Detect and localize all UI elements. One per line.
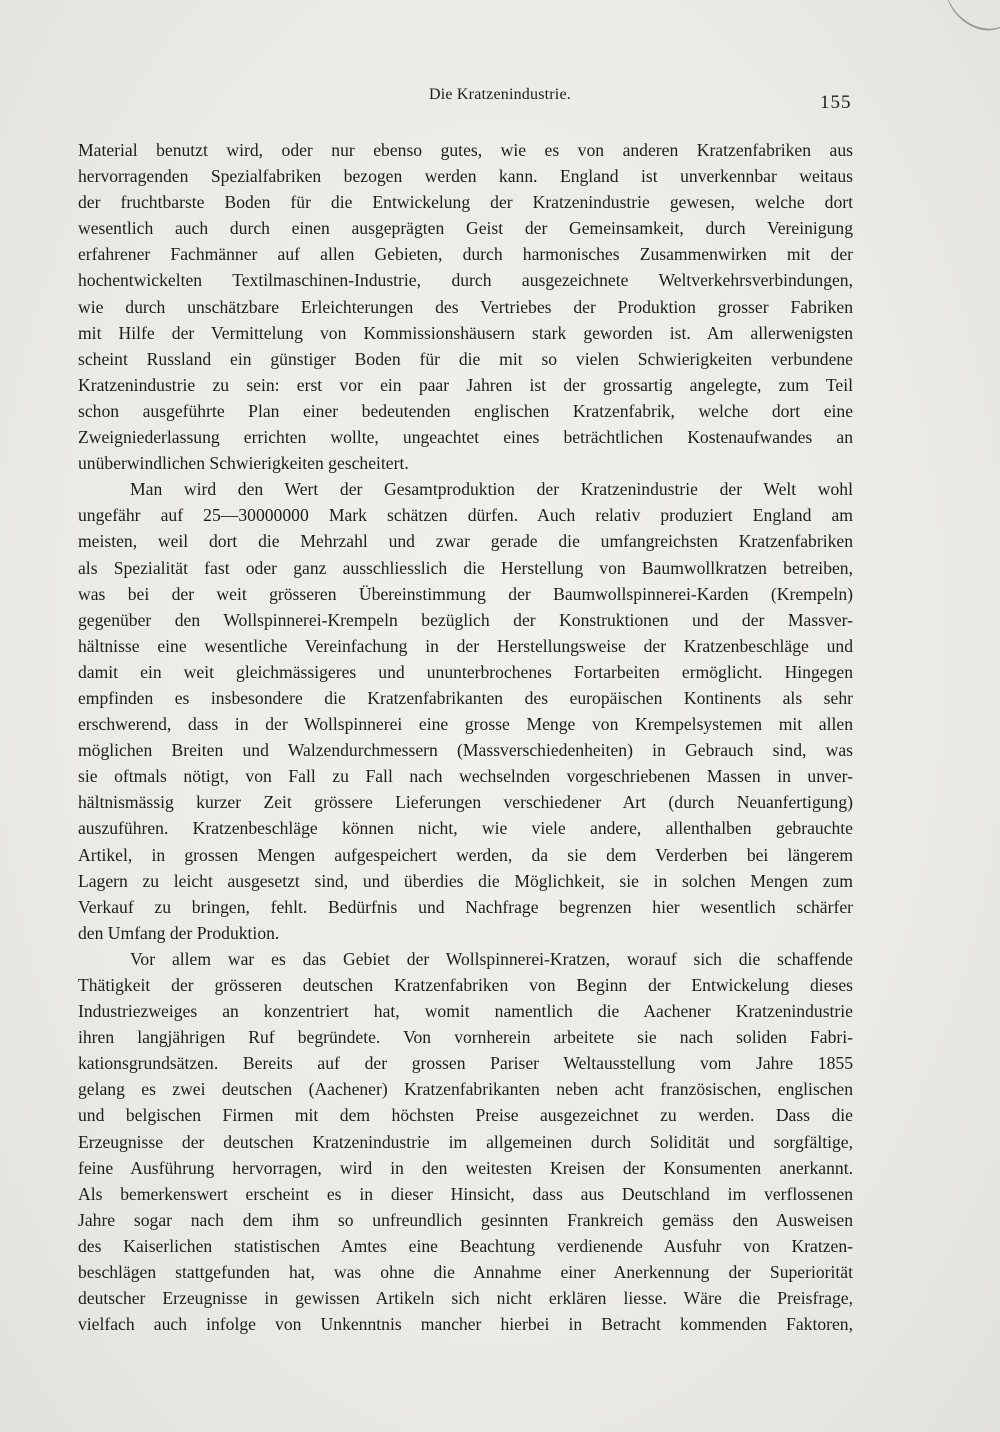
text-line: Vor allem war es das Gebiet der Wollspinnerei-Kratzen, worauf sich die schaffende bbox=[130, 948, 853, 969]
text-line: feine Ausführung hervorragen, wird in den weitesten Kreisen der Konsumenten anerkannt. bbox=[78, 1157, 853, 1178]
text-line: schon ausgeführte Plan einer bedeutenden englischen Kratzenfabrik, welche dort eine bbox=[78, 400, 853, 421]
text-line: hervorragenden Spezialfabriken bezogen werden kann. England ist unverkennbar weitaus bbox=[78, 166, 853, 187]
page-number: 155 bbox=[820, 92, 852, 113]
text-line: des Kaiserlichen statistischen Amtes eine Beachtung verdienende Ausfuhr von Kratzen- bbox=[78, 1235, 853, 1256]
text-line: damit ein weit gleichmässigeres und ununterbrochenes Fortarbeiten ermöglicht. Hingegen bbox=[78, 661, 853, 682]
text-line: scheint Russland ein günstiger Boden für die mit so vielen Schwierigkeiten verbundene bbox=[78, 348, 853, 369]
text-line: Artikel, in grossen Mengen aufgespeichert werden, da sie dem Verderben bei längerem bbox=[78, 844, 853, 865]
text-line: auszuführen. Kratzenbeschläge können nicht, wie viele andere, allenthalben gebrauchte bbox=[78, 818, 853, 839]
text-line: als Spezialität fast oder ganz ausschliesslich die Herstellung von Baumwollkratzen betreiben, bbox=[78, 557, 853, 578]
text-line: der fruchtbarste Boden für die Entwickelung der Kratzenindustrie gewesen, welche dort bbox=[78, 192, 853, 213]
text-line: Man wird den Wert der Gesamtproduktion der Kratzenindustrie der Welt wohl bbox=[130, 479, 853, 500]
text-line: erfahrener Fachmänner auf allen Gebieten, durch harmonisches Zusammenwirken mit der bbox=[78, 244, 853, 265]
text-line: vielfach auch infolge von Unkenntnis mancher hierbei in Betracht kommenden Faktoren, bbox=[78, 1314, 853, 1335]
text-line: ihren langjährigen Ruf begründete. Von vornherein arbeitete sie nach soliden Fabri- bbox=[78, 1027, 853, 1048]
text-line: hältnismässig kurzer Zeit grössere Lieferungen verschiedener Art (durch Neuanfertigung) bbox=[78, 792, 853, 813]
text-line: Verkauf zu bringen, fehlt. Bedürfnis und Nachfrage begrenzen hier wesentlich schärfer bbox=[78, 896, 853, 917]
text-line: sie oftmals nötigt, von Fall zu Fall nach wechselnden vorgeschriebenen Massen in unver- bbox=[78, 766, 853, 787]
body-text bbox=[78, 137, 853, 1337]
text-line: Erzeugnisse der deutschen Kratzenindustrie im allgemeinen durch Solidität und sorgfältige, bbox=[78, 1131, 853, 1152]
text-line: unüberwindlichen Schwierigkeiten gescheitert. bbox=[78, 453, 409, 474]
text-line: gelang es zwei deutschen (Aachener) Kratzenfabrikanten neben acht französischen, englischen bbox=[78, 1079, 853, 1100]
text-line: Material benutzt wird, oder nur ebenso gutes, wie es von anderen Kratzenfabriken aus bbox=[78, 140, 853, 160]
text-line: Industriezweiges an konzentriert hat, womit namentlich die Aachener Kratzenindustrie bbox=[78, 1001, 853, 1022]
text-line: hältnisse eine wesentliche Vereinfachung in der Herstellungsweise der Kratzenbeschläge und bbox=[78, 635, 853, 656]
text-line: hochentwickelten Textilmaschinen-Industrie, durch ausgezeichnete Weltverkehrsverbindungen, bbox=[78, 270, 853, 291]
text-line: Kratzenindustrie zu sein: erst vor ein paar Jahren ist der grossartig angelegte, zum Teil bbox=[78, 374, 853, 395]
text-line: ungefähr auf 25—30000000 Mark schätzen dürfen. Auch relativ produziert England am bbox=[78, 505, 853, 526]
text-line: beschlägen stattgefunden hat, was ohne die Annahme einer Anerkennung der Superiorität bbox=[78, 1262, 853, 1283]
text-line: gegenüber den Wollspinnerei-Krempeln bezüglich der Konstruktionen und der Massver- bbox=[78, 609, 853, 630]
text-line: Thätigkeit der grösseren deutschen Kratzenfabriken von Beginn der Entwickelung dieses bbox=[78, 975, 853, 995]
text-line: kationsgrundsätzen. Bereits auf der grossen Pariser Weltausstellung vom Jahre 1855 bbox=[78, 1053, 853, 1074]
text-line: Jahre sogar nach dem ihm so unfreundlich gesinnten Frankreich gemäss den Ausweisen bbox=[78, 1209, 853, 1230]
text-line: Zweigniederlassung errichten wollte, ungeachtet eines beträchtlichen Kostenaufwandes an bbox=[78, 427, 853, 448]
text-line: und belgischen Firmen mit dem höchsten Preise ausgezeichnet zu werden. Dass die bbox=[78, 1105, 853, 1126]
text-line: was bei der weit grösseren Übereinstimmung der Baumwollspinnerei-Karden (Krempeln) bbox=[78, 583, 853, 604]
text-line: Als bemerkenswert erscheint es in dieser Hinsicht, dass aus Deutschland im verflossenen bbox=[78, 1183, 853, 1204]
text-line: den Umfang der Produktion. bbox=[78, 922, 280, 943]
running-head: Die Kratzenindustrie. bbox=[429, 86, 571, 103]
text-line: erschwerend, dass in der Wollspinnerei eine grosse Menge von Krempelsystemen mit allen bbox=[78, 714, 853, 735]
text-line: wesentlich auch durch einen ausgeprägten Geist der Gemeinsamkeit, durch Vereinigung bbox=[78, 218, 853, 239]
text-line: Lagern zu leicht ausgesetzt sind, und überdies die Möglichkeit, sie in solchen Mengen zum bbox=[78, 870, 853, 891]
text-line: meisten, weil dort die Mehrzahl und zwar gerade die umfangreichsten Kratzenfabriken bbox=[78, 531, 853, 552]
text-line: wie durch unschätzbare Erleichterungen des Vertriebes der Produktion grosser Fabriken bbox=[78, 296, 853, 317]
text-line: deutscher Erzeugnisse in gewissen Artikeln sich nicht erklären liesse. Wäre die Preisfrage, bbox=[78, 1288, 853, 1309]
page-corner-curl bbox=[940, 0, 1000, 40]
text-line: mit Hilfe der Vermittelung von Kommissionshäusern stark geworden ist. Am allerwenigsten bbox=[78, 322, 853, 343]
text-line: empfinden es insbesondere die Kratzenfabrikanten des europäischen Kontinents als sehr bbox=[78, 687, 853, 708]
text-line: möglichen Breiten und Walzendurchmessern (Massverschiedenheiten) in Gebrauch sind, was bbox=[78, 740, 853, 761]
